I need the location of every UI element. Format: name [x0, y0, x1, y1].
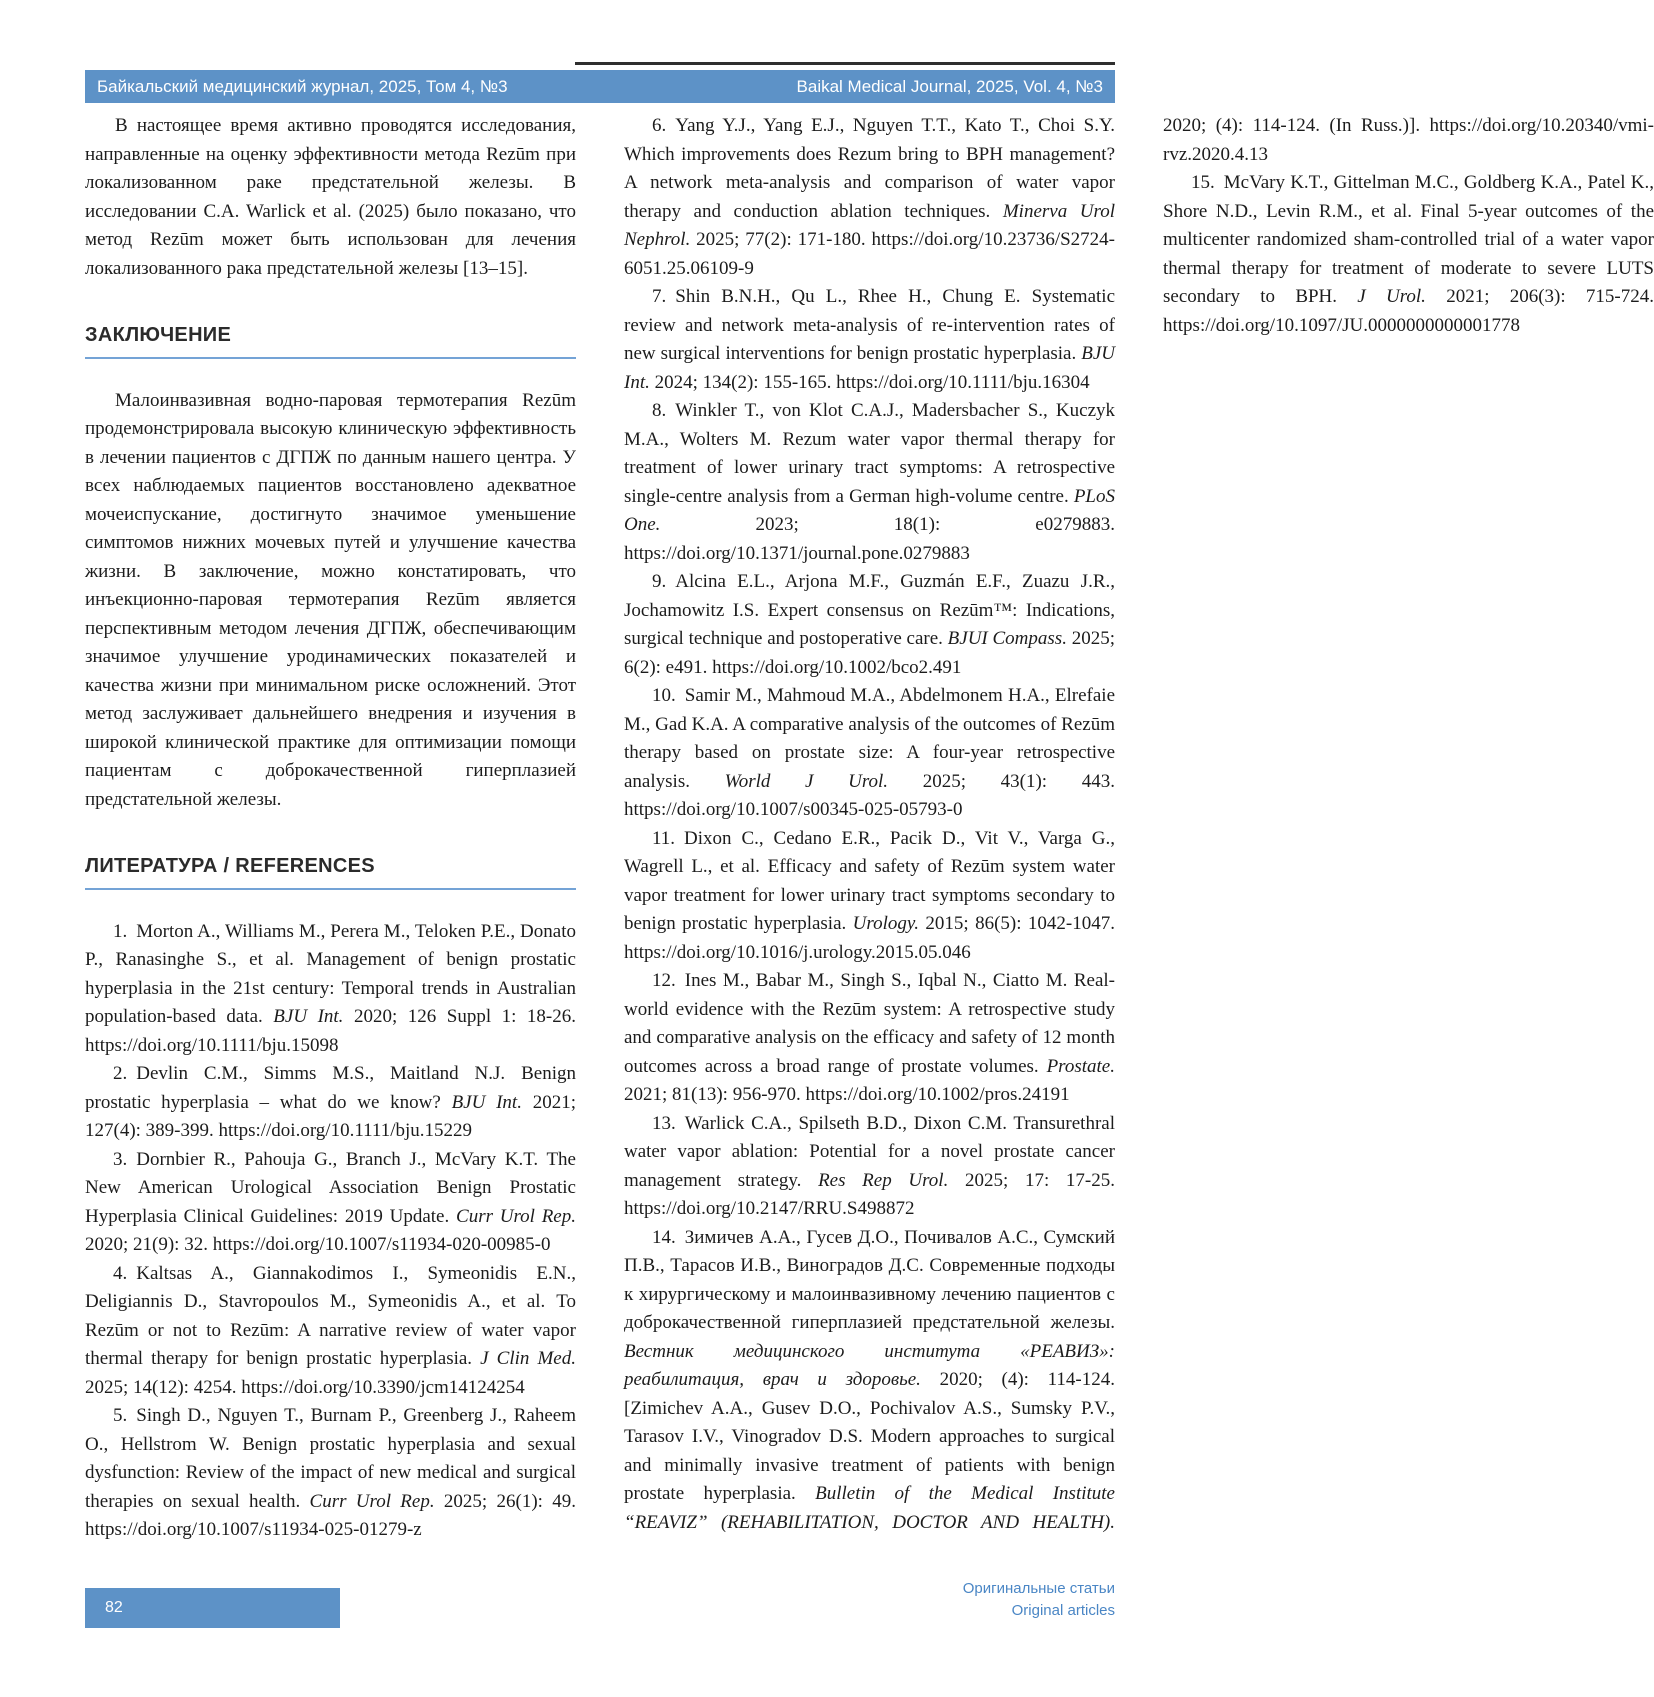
reference-number: 7.: [652, 286, 667, 307]
reference-journal-name: Minerva Urol Nephrol.: [624, 200, 1115, 250]
reference-number: 9.: [652, 571, 667, 592]
reference-number: 14.: [652, 1226, 676, 1248]
reference-text: 2020; 126 Suppl 1: 18-26. https://doi.org/10.1111/bju.15098: [85, 1006, 576, 1056]
reference-number: 2.: [113, 1063, 128, 1084]
reference-text: 2021; 127(4): 389-399. https://doi.org/10.1111/bju.15229: [85, 1091, 577, 1141]
page-number: 82: [105, 1599, 123, 1616]
reference-number: 13.: [652, 1112, 676, 1134]
reference-text: Singh D., Nguyen T., Burnam P., Greenberg J., Raheem O., Hellstrom W. Benign prostatic hyperplasia and sexual dysfunction: Review of the impact of new medical and surgical therapies on sexual health.: [85, 1405, 576, 1512]
reference-journal-name: Bulletin of the Medical Institute “REAVIZ” (REHABILITATION, DOCTOR AND HEALTH).: [624, 1483, 1115, 1533]
reference-text: 2025; 26(1): 49. https://doi.org/10.1007/s11934-025-01279-z: [85, 1490, 576, 1540]
reference-journal-name: J Urol.: [1357, 286, 1426, 307]
reference-journal-name: Prostate.: [1046, 1055, 1115, 1077]
footer-section-label: [963, 1578, 1115, 1622]
intro-paragraph: В настоящее время активно проводятся исследования, направленные на оценку эффективности метода Rezūm при локализованном раке предстательной железы. В исследовании C.A. Warlick et al. (2025) было показано, что метод Rezūm может быть использован для лечения локализованного рака предстательной железы [13–15].: [85, 115, 576, 279]
reference-text: 2025; 14(12): 4254. https://doi.org/10.3390/jcm14124254: [85, 1376, 525, 1398]
reference-text: Dornbier R., Pahouja G., Branch J., McVary K.T. The New American Urological Association Benign Prostatic Hyperplasia Clinical Guidelines: 2019 Update.: [85, 1148, 576, 1227]
reference-item: [624, 1110, 1115, 1224]
reference-item: [624, 825, 1115, 968]
reference-text: 2025; 6(2): e491. https://doi.org/10.1002/bco2.491: [624, 628, 1115, 678]
reference-text: 2023; 18(1): e0279883. https://doi.org/10.1371/journal.pone.0279883: [624, 514, 1115, 564]
reference-text: 2020; 21(9): 32. https://doi.org/10.1007/s11934-020-00985-0: [85, 1234, 551, 1255]
reference-text: 2020; (4): 114-124. [Zimichev A.A., Gusev D.O., Pochivalov A.S., Sumsky P.V., Tarasov I.V., Vinogradov D.S. Modern approaches to surgical and minimally invasive treatment of patients with benign prostate hyperplasia.: [624, 1369, 1115, 1504]
reference-journal-name: Urology.: [852, 913, 919, 934]
conclusion-paragraph: Малоинвазивная водно-паровая термотерапия Rezūm продемонстрировала высокую клиническую эффективность в лечении пациентов с ДГПЖ по данным нашего центра. У всех наблюдаемых пациентов восстановлено адекватное мочеиспускание, достигнуто значимое уменьшение симптомов нижних мочевых путей и улучшение качества жизни. В заключение, можно констатировать, что инъекционно-паровая термотерапия Rezūm является перспективным методом лечения ДГПЖ, обеспечивающим значимое улучшение уродинамических показателей и качества жизни при минимальном риске осложнений. Этот метод заслуживает дальнейшего внедрения и изучения в широкой клинической практике для оптимизации помощи пациентам с доброкачественной гиперплазией предстательной железы.: [85, 389, 576, 810]
reference-item: [85, 1146, 576, 1260]
journal-header-bar: [85, 70, 1115, 103]
reference-journal-name: BJUI Compass.: [947, 628, 1067, 649]
reference-text: Winkler T., von Klot C.A.J., Madersbacher S., Kuczyk M.A., Wolters M. Rezum water vapor thermal therapy for treatment of lower urinary tract symptoms: A retrospective single-centre analysis from a German high-volume centre.: [624, 400, 1115, 507]
reference-number: 1.: [113, 920, 128, 942]
reference-text: 2025; 17: 17-25. https://doi.org/10.2147/RRU.S498872: [624, 1169, 1115, 1219]
reference-number: 15.: [1191, 172, 1215, 193]
reference-journal-name: Вестник медицинского института «РЕАВИЗ»: реабилитация, врач и здоровье.: [624, 1340, 1115, 1390]
section-label-ru: Оригинальные статьи: [962, 1580, 1115, 1597]
reference-journal-name: World J Urol.: [724, 770, 889, 792]
reference-journal-name: PLoS One.: [624, 485, 1115, 535]
reference-text: 2020; (4): 114-124. (In Russ.)]. https://doi.org/10.20340/vmi-rvz.2020.4.13: [1163, 115, 1654, 165]
page-number-badge: [85, 1588, 340, 1628]
reference-number: 12.: [652, 970, 676, 991]
reference-item: [624, 967, 1115, 1110]
reference-text: 2015; 86(5): 1042-1047. https://doi.org/10.1016/j.urology.2015.05.046: [624, 913, 1115, 963]
reference-item: [624, 682, 1115, 825]
reference-text: Kaltsas A., Giannakodimos I., Symeonidis E.N., Deligiannis D., Stavropoulos M., Symeonidis A., et al. To Rezūm or not to Rezūm: A narrative review of water vapor thermal therapy for benign prostatic hyperplasia.: [85, 1262, 576, 1369]
journal-title-en: Baikal Medical Journal, 2025, Vol. 4, №3: [796, 76, 1103, 96]
reference-journal-name: BJU Int.: [273, 1006, 344, 1027]
reference-text: Alcina E.L., Arjona M.F., Guzmán E.F., Zuazu J.R., Jochamowitz I.S. Expert consensus on Rezūm™: Indications, surgical technique and postoperative care.: [624, 571, 1115, 649]
reference-text: Warlick C.A., Spilseth B.D., Dixon C.M. Transurethral water vapor ablation: Potential for a novel prostate cancer management strategy.: [624, 1112, 1115, 1191]
reference-item: [624, 112, 1115, 283]
article-body: [85, 112, 1654, 1567]
reference-number: 10.: [652, 685, 676, 706]
reference-text: Morton A., Williams M., Perera M., Teloken P.E., Donato P., Ranasinghe S., et al. Management of benign prostatic hyperplasia in the 21st century: Temporal trends in Australian population-based data.: [85, 920, 576, 1027]
reference-text: Зимичев А.А., Гусев Д.О., Почивалов А.С., Сумский П.В., Тарасов И.В., Виноградов Д.С. Современные подходы к хирургическому и малоинвазивному лечению пациентов с доброкачественной гиперплазией предстательной железы.: [624, 1226, 1115, 1333]
reference-journal-name: J Clin Med.: [480, 1348, 576, 1369]
section-label-en: Original articles: [1011, 1602, 1115, 1619]
reference-item: [1163, 169, 1654, 340]
reference-item: [85, 1260, 576, 1403]
reference-item: [624, 397, 1115, 568]
reference-text: 2024; 134(2): 155-165. https://doi.org/10.1111/bju.16304: [649, 371, 1090, 393]
reference-text: Samir M., Mahmoud M.A., Abdelmonem H.A., Elrefaie M., Gad K.A. A comparative analysis of the outcomes of Rezūm therapy based on prostate size: A four-year retrospective analysis.: [624, 685, 1115, 792]
reference-item: [85, 1402, 576, 1545]
journal-title-ru: Байкальский медицинский журнал, 2025, Том 4, №3: [97, 76, 508, 96]
reference-text: 2021; 81(13): 956-970. https://doi.org/10.1002/pros.24191: [624, 1084, 1070, 1105]
reference-number: 3.: [113, 1148, 128, 1170]
reference-item: [85, 1060, 576, 1146]
reference-number: 4.: [113, 1262, 128, 1284]
reference-text: Devlin C.M., Simms M.S., Maitland N.J. Benign prostatic hyperplasia – what do we know?: [85, 1063, 576, 1113]
reference-text: 2025; 43(1): 443. https://doi.org/10.1007/s00345-025-05793-0: [624, 770, 1115, 820]
reference-number: 11.: [652, 827, 676, 849]
reference-number: 5.: [113, 1405, 128, 1426]
reference-journal-name: Curr Urol Rep.: [456, 1205, 576, 1227]
conclusion-heading: ЗАКЛЮЧЕНИЕ: [85, 321, 576, 359]
reference-number: 8.: [652, 400, 667, 421]
reference-number: 6.: [652, 115, 667, 136]
header-top-rule: [575, 62, 1115, 65]
reference-text: Ines M., Babar M., Singh S., Iqbal N., Ciatto M. Real-world evidence with the Rezūm system: A retrospective study and comparative analysis on the efficacy and safety of 12 month outcomes across a broad range of prostate volumes.: [624, 970, 1115, 1077]
references-heading: ЛИТЕРАТУРА / REFERENCES: [85, 852, 576, 890]
reference-text: 2021; 206(3): 715-724. https://doi.org/10.1097/JU.0000000000001778: [1163, 286, 1654, 336]
reference-item: [624, 283, 1115, 397]
reference-text: Shin B.N.H., Qu L., Rhee H., Chung E. Systematic review and network meta-analysis of re-intervention rates of new surgical interventions for benign prostatic hyperplasia.: [624, 286, 1115, 364]
reference-text: McVary K.T., Gittelman M.C., Goldberg K.A., Patel K., Shore N.D., Levin R.M., et al. Final 5-year outcomes of the multicenter randomized sham-controlled trial of a water vapor thermal therapy for treatment of moderate to severe LUTS secondary to BPH.: [1163, 172, 1654, 307]
reference-item: [624, 568, 1115, 682]
reference-text: Dixon C., Cedano E.R., Pacik D., Vit V., Varga G., Wagrell L., et al. Efficacy and safety of Rezūm system water vapor treatment for lower urinary tract symptoms secondary to benign prostatic hyperplasia.: [624, 827, 1115, 934]
reference-text: Yang Y.J., Yang E.J., Nguyen T.T., Kato T., Choi S.Y. Which improvements does Rezum bring to BPH management? A network meta-analysis and comparison of water vapor therapy and conduction ablation techniques.: [624, 115, 1115, 222]
reference-text: 2025; 77(2): 171-180. https://doi.org/10.23736/S2724-6051.25.06109-9: [624, 229, 1115, 279]
reference-journal-name: BJU Int.: [624, 343, 1115, 393]
reference-journal-name: BJU Int.: [451, 1091, 522, 1113]
reference-item: [85, 918, 576, 1061]
reference-journal-name: Res Rep Urol.: [818, 1169, 949, 1191]
reference-journal-name: Curr Urol Rep.: [309, 1490, 435, 1512]
